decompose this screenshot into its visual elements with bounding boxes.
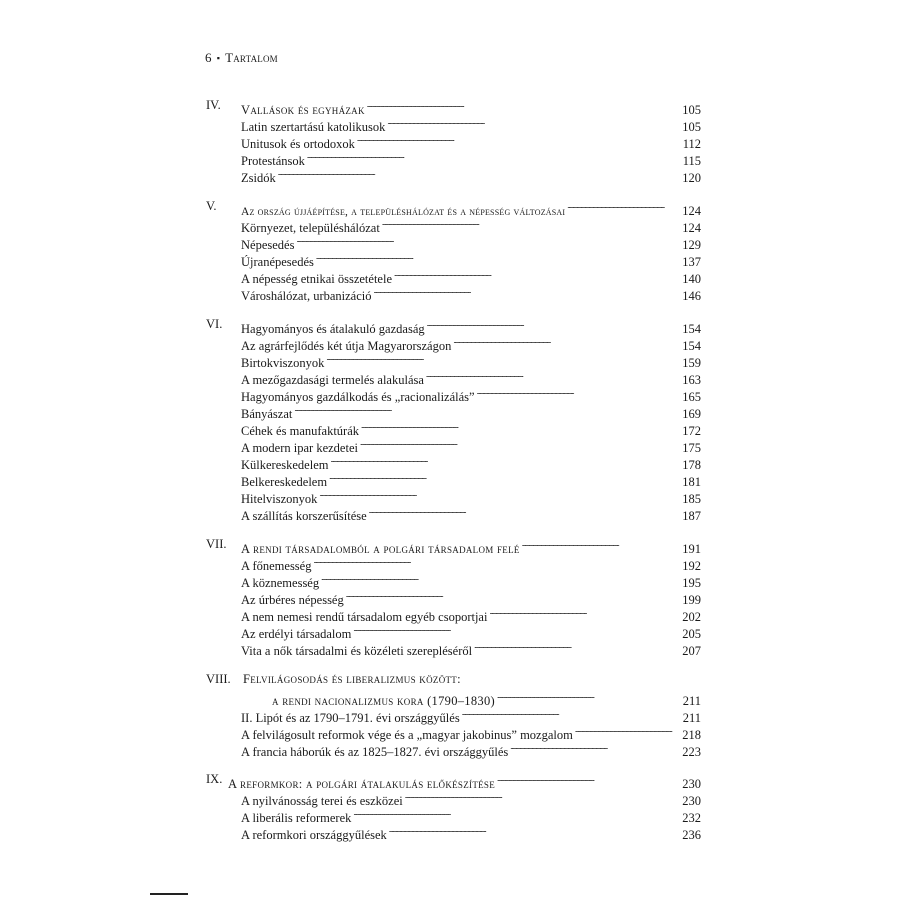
entry-page: 181 — [682, 475, 701, 489]
toc-entry[interactable] — [228, 770, 701, 791]
toc-entry[interactable] — [241, 332, 701, 353]
leader-dots — [489, 603, 679, 621]
leader-dots — [321, 569, 679, 587]
entry-page: 205 — [682, 627, 701, 641]
entry-title: Hitelviszonyok — [241, 492, 318, 506]
toc-entry[interactable] — [241, 214, 701, 235]
leader-dots — [367, 96, 679, 114]
leader-dots — [575, 721, 679, 739]
leader-dots — [497, 770, 679, 788]
toc-entry[interactable] — [241, 704, 701, 725]
leader-dots — [567, 197, 679, 215]
toc-entry[interactable] — [241, 434, 701, 455]
leader-dots — [360, 434, 679, 452]
entry-title: Hagyományos és átalakuló gazdaság — [241, 322, 425, 336]
leader-dots — [316, 248, 679, 266]
leader-dots — [278, 164, 680, 182]
entry-page: 129 — [682, 238, 701, 252]
toc-entry[interactable] — [241, 400, 701, 421]
entry-title: Városhálózat, urbanizáció — [241, 289, 372, 303]
leader-dots — [294, 400, 679, 418]
entry-title: a rendi nacionalizmus kora (1790–1830) — [272, 694, 495, 708]
leader-dots — [462, 704, 680, 722]
entry-title: Belkereskedelem — [241, 475, 328, 489]
toc-entry[interactable] — [241, 586, 701, 607]
leader-dots — [353, 620, 679, 638]
toc-entry[interactable] — [241, 265, 701, 286]
leader-dots — [497, 687, 680, 705]
entry-title: Unitusok és ortodoxok — [241, 137, 355, 151]
entry-page: 185 — [682, 492, 701, 506]
page-number: 6 — [205, 50, 212, 65]
leader-dots — [369, 502, 680, 520]
toc-entry[interactable] — [241, 130, 701, 151]
entry-title: Népesedés — [241, 238, 295, 252]
toc-entry[interactable] — [241, 197, 701, 218]
entry-title: A francia háborúk és az 1825–1827. évi országgyűlés — [241, 745, 509, 759]
entry-title: A reformkor: a polgári átalakulás előkészítése — [228, 777, 496, 791]
entry-title: Újranépesedés — [241, 255, 314, 269]
entry-page: 105 — [682, 103, 701, 117]
toc-entry[interactable] — [241, 721, 701, 742]
entry-page: 202 — [682, 610, 701, 624]
entry-page: 154 — [682, 322, 701, 336]
leader-dots — [330, 451, 679, 469]
entry-page: 154 — [682, 339, 701, 353]
entry-title: A szállítás korszerűsítése — [241, 509, 367, 523]
entry-page: 195 — [682, 576, 701, 590]
entry-title: Az úrbéres népesség — [241, 593, 344, 607]
entry-page: 232 — [682, 811, 701, 825]
entry-page: 175 — [682, 441, 701, 455]
toc-entry[interactable] — [241, 164, 701, 185]
leader-dots — [453, 332, 679, 350]
entry-title: Céhek és manufaktúrák — [241, 424, 360, 438]
entry-page: 230 — [682, 794, 701, 808]
entry-title: Hagyományos gazdálkodás és „racionalizálás” — [241, 390, 475, 404]
page-edge-mark — [150, 893, 188, 895]
entry-page: 178 — [682, 458, 701, 472]
entry-page: 146 — [682, 289, 701, 303]
toc-entry[interactable] — [241, 620, 701, 641]
leader-dots — [389, 821, 679, 839]
entry-title: A liberális reformerek — [241, 811, 352, 825]
toc-entry[interactable] — [241, 366, 701, 387]
chapter-numeral: IX. — [206, 772, 223, 786]
entry-page: 169 — [682, 407, 701, 421]
entry-page: 124 — [682, 221, 701, 235]
leader-dots — [387, 113, 679, 131]
entry-title: A köznemesség — [241, 576, 320, 590]
toc-entry[interactable] — [241, 96, 701, 117]
toc-entry[interactable] — [241, 315, 701, 336]
toc-entry[interactable] — [241, 637, 701, 658]
entry-title: Vita a nők társadalmi és közéleti szerepléséről — [241, 644, 473, 658]
entry-title: Bányászat — [241, 407, 293, 421]
toc-entry[interactable] — [241, 113, 701, 134]
leader-dots — [474, 637, 679, 655]
toc-entry[interactable] — [241, 383, 701, 404]
entry-page: 187 — [682, 509, 701, 523]
leader-dots — [361, 417, 679, 435]
chapter-numeral: VI. — [206, 317, 223, 331]
entry-page: 230 — [682, 777, 701, 791]
leader-dots — [353, 804, 679, 822]
entry-page: 218 — [682, 728, 701, 742]
entry-page: 191 — [682, 542, 701, 556]
leader-dots — [405, 787, 679, 805]
chapter-numeral: VII. — [206, 537, 227, 551]
entry-title: Az agrárfejlődés két útja Magyarországon — [241, 339, 452, 353]
entry-title: Protestánsok — [241, 154, 305, 168]
leader-dots — [522, 535, 680, 553]
toc-entry[interactable] — [241, 417, 701, 438]
entry-page: 207 — [682, 644, 701, 658]
toc-entry[interactable] — [241, 147, 701, 168]
leader-dots — [296, 231, 679, 249]
running-header — [205, 50, 278, 66]
toc-entry[interactable] — [241, 569, 701, 590]
chapter-numeral: V. — [206, 199, 217, 213]
entry-title: A főnemesség — [241, 559, 312, 573]
leader-dots — [382, 214, 679, 232]
toc-entry[interactable] — [241, 787, 701, 808]
chapter-numeral: VIII. — [206, 672, 231, 686]
toc-entry[interactable] — [241, 804, 701, 825]
toc-entry[interactable] — [241, 468, 701, 489]
toc-entry[interactable] — [241, 552, 701, 573]
entry-page: 223 — [682, 745, 701, 759]
leader-dots — [510, 738, 679, 756]
chapter-numeral: IV. — [206, 98, 221, 112]
toc-entry[interactable] — [241, 451, 701, 472]
entry-title: Az erdélyi társadalom — [241, 627, 352, 641]
entry-page: 140 — [682, 272, 701, 286]
entry-title: A nyilvánosság terei és eszközei — [241, 794, 403, 808]
toc-entry[interactable] — [241, 535, 701, 556]
entry-title: Környezet, településhálózat — [241, 221, 380, 235]
entry-title: A reformkori országgyűlések — [241, 828, 387, 842]
leader-dots — [357, 130, 680, 148]
toc-entry[interactable] — [241, 738, 701, 759]
chapter-heading-line1: Felvilágosodás és liberalizmus között: — [243, 672, 461, 686]
entry-title: A népesség etnikai összetétele — [241, 272, 392, 286]
entry-title: Birtokviszonyok — [241, 356, 325, 370]
header-separator-icon: ▪ — [216, 53, 221, 63]
leader-dots — [346, 586, 680, 604]
toc-entry[interactable] — [241, 502, 701, 523]
toc-entry[interactable] — [241, 248, 701, 269]
entry-title: A mezőgazdasági termelés alakulása — [241, 373, 424, 387]
entry-title: Külkereskedelem — [241, 458, 329, 472]
toc-entry[interactable] — [272, 687, 701, 708]
entry-title: A rendi társadalomból a polgári társadalom felé — [241, 542, 520, 556]
toc-entry[interactable] — [241, 349, 701, 370]
entry-page: 211 — [682, 711, 701, 725]
entry-title: Az ország újjáépítése, a településhálózat és a népesség változásai — [241, 206, 566, 218]
entry-title: A modern ipar kezdetei — [241, 441, 358, 455]
entry-page: 105 — [682, 120, 701, 134]
header-title: Tartalom — [225, 50, 278, 65]
entry-title: Zsidók — [241, 171, 276, 185]
entry-page: 120 — [682, 171, 701, 185]
entry-page: 124 — [682, 204, 701, 218]
entry-page: 192 — [682, 559, 701, 573]
entry-page: 236 — [682, 828, 701, 842]
leader-dots — [426, 366, 679, 384]
leader-dots — [326, 349, 679, 367]
toc-entry[interactable] — [241, 821, 701, 842]
toc-entry[interactable] — [241, 231, 701, 252]
entry-page: 211 — [682, 694, 701, 708]
toc-entry[interactable] — [241, 282, 701, 303]
leader-dots — [374, 282, 680, 300]
entry-page: 172 — [682, 424, 701, 438]
entry-title: Vallások és egyházak — [241, 103, 365, 117]
entry-title: II. Lipót és az 1790–1791. évi országgyűlés — [241, 711, 460, 725]
leader-dots — [394, 265, 679, 283]
entry-page: 199 — [682, 593, 701, 607]
entry-page: 115 — [682, 154, 701, 168]
leader-dots — [477, 383, 680, 401]
entry-page: 112 — [682, 137, 701, 151]
entry-title: A nem nemesi rendű társadalom egyéb csoportjai — [241, 610, 488, 624]
entry-page: 159 — [682, 356, 701, 370]
toc-entry[interactable] — [241, 485, 701, 506]
entry-page: 165 — [682, 390, 701, 404]
leader-dots — [427, 315, 680, 333]
entry-page: 137 — [682, 255, 701, 269]
entry-title: Latin szertartású katolikusok — [241, 120, 386, 134]
toc-entry[interactable] — [241, 603, 701, 624]
leader-dots — [307, 147, 680, 165]
entry-page: 163 — [682, 373, 701, 387]
leader-dots — [313, 552, 679, 570]
entry-title: A felvilágosult reformok vége és a „magyar jakobinus” mozgalom — [241, 728, 573, 742]
leader-dots — [329, 468, 679, 486]
leader-dots — [319, 485, 679, 503]
